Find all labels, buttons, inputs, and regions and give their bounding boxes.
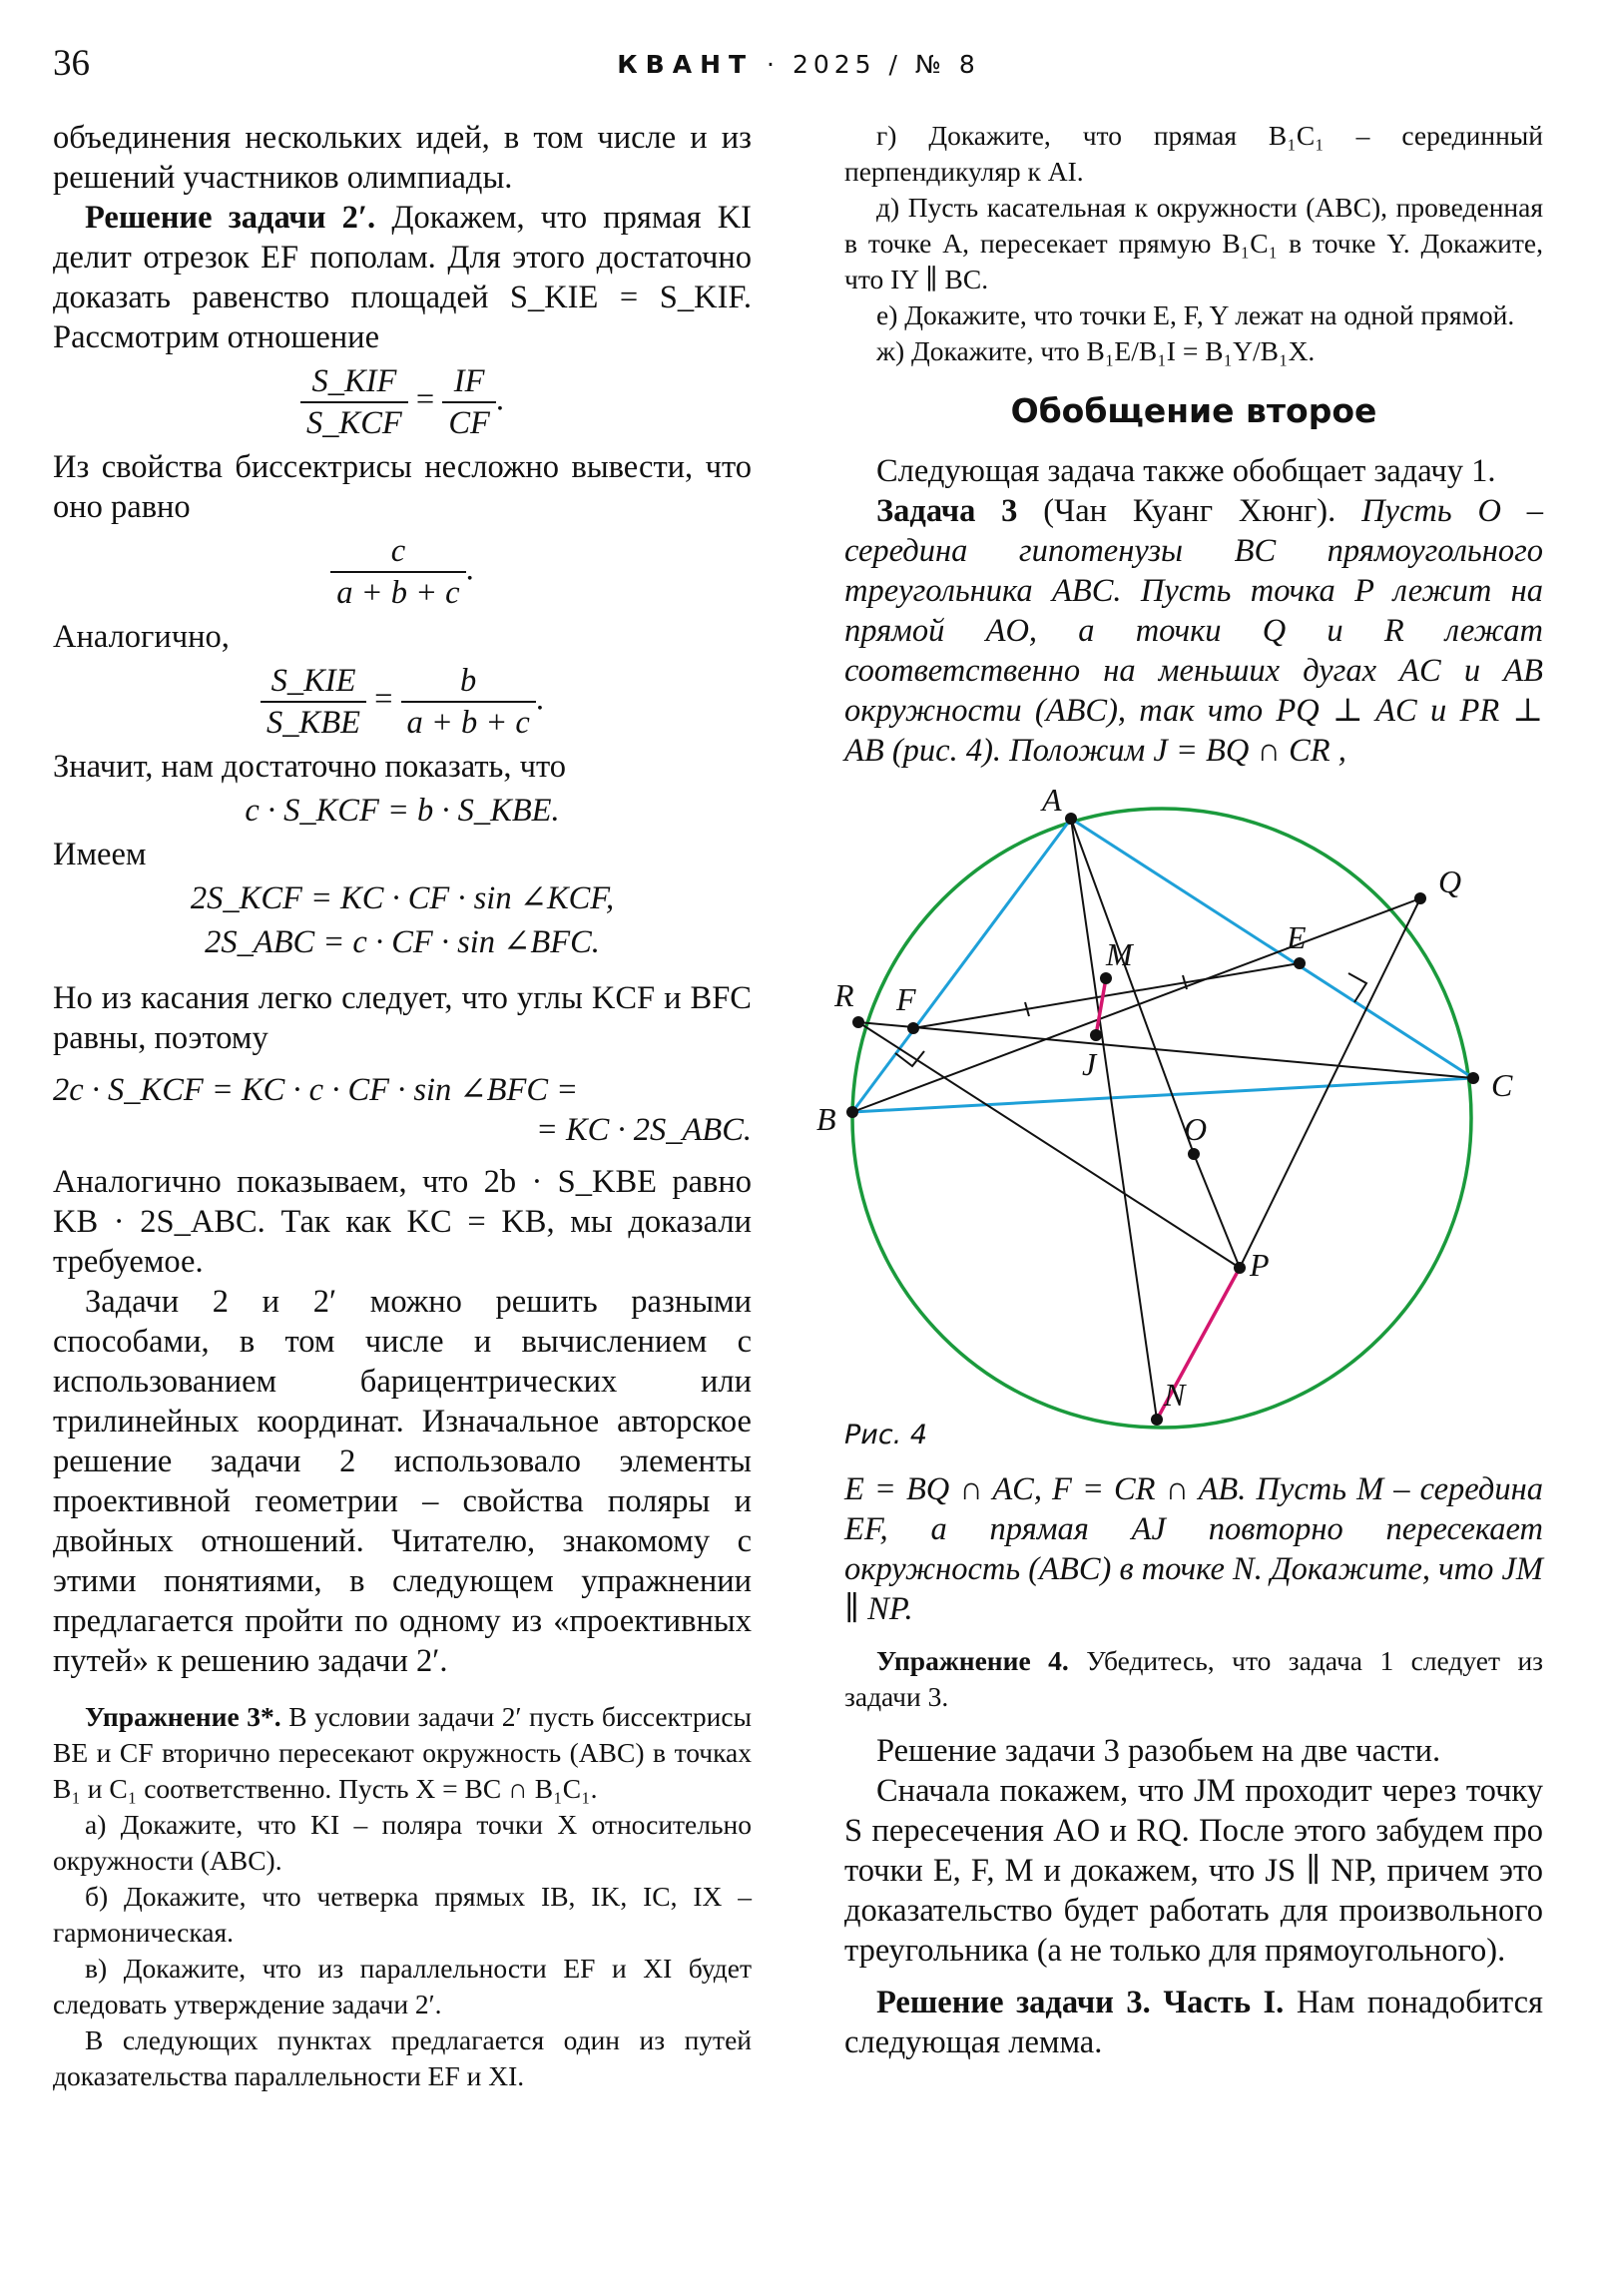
task-3-author: (Чан Куанг Хюнг). [1043,493,1336,529]
point-J [1090,1029,1102,1041]
segment-BC [852,1078,1473,1112]
eq2-numerator: c [330,531,465,573]
label-N: N [1164,1377,1186,1413]
paragraph-next-task: Следующая задача также обобщает задачу 1. [876,453,1496,489]
segment-AB [852,819,1071,1112]
point-O [1188,1148,1200,1160]
equation-7b: = KC · 2S_ABC. [535,1112,752,1148]
equation-5: 2S_KCF = KC · CF · sin ∠KCF, [190,880,615,916]
point-A [1065,813,1077,825]
figure-4 [816,771,1543,1413]
exercise-3-a: а) Докажите, что KI – поляра точки X относительно окружности (ABC). [53,1809,752,1876]
segment-AO [1071,819,1194,1154]
eq3-numerator: S_KIE [261,661,366,703]
paragraph-bisector: Из свойства биссектрисы несложно вывести, что оно равно [53,449,752,525]
label-M: M [1106,936,1133,972]
solution-2-title: Решение задачи 2′. [85,200,376,236]
exercise-3-e: е) Докажите, что точки E, F, Y лежат на одной прямой. [876,299,1515,330]
eq1-rhs-numerator: IF [442,361,496,403]
running-header: КВАНТ · 2025 / № 8 [617,50,980,79]
segment-RP [858,1022,1240,1268]
exercise-4-title: Упражнение 4. [876,1645,1069,1676]
point-R [852,1016,864,1028]
point-N [1151,1414,1163,1426]
right-column [816,118,1544,2062]
point-P [1234,1262,1246,1274]
journal-name: КВАНТ [617,50,755,79]
page-number: 36 [53,43,90,84]
label-A: A [1042,782,1062,818]
label-J: J [1082,1046,1097,1082]
paragraph-two-parts: Решение задачи 3 разобьем на две части. [876,1733,1441,1769]
eq2-denominator: a + b + c [336,575,460,611]
label-F: F [896,981,916,1017]
paragraph-similarly: Аналогично, [53,619,230,655]
task-3-continuation: E = BQ ∩ AC, F = CR ∩ AB. Пусть M – середина EF, а прямая AJ повторно пересекает окружность (ABC) в точке N. Докажите, что JM ∥ NP. [844,1471,1543,1627]
exercise-3-title: Упражнение 3*. [85,1701,281,1732]
paragraph-first-show: Сначала покажем, что JM проходит через точку S пересечения AO и RQ. После этого забудем про точки E, F, M и докажем, что JS ∥ NP, причем это доказательство будет работать для произвольного треугольника (а не только для прямоугольного). [844,1773,1543,1969]
exercise-4 [844,1643,1543,1715]
point-F [907,1022,919,1034]
label-B: B [816,1101,836,1137]
solution-3-paragraph [844,1983,1543,2062]
paragraph-methods: Задачи 2 и 2′ можно решить разными способами, в том числе и вычислением с использованием барицентрических или трилинейных координат. Изначальное авторское решение задачи 2 использовало элементы проективной геометрии – свойства поляры и двойных отношений. Читателю, знакомому с этими понятиями, в следующем упражнении предлагается пройти по одному из «проективных путей» к решению задачи 2′. [53,1284,752,1679]
equation-7a: 2c · S_KCF = KC · c · CF · sin ∠BFC = [53,1072,579,1108]
eq1-numerator: S_KIF [300,361,408,403]
section-heading: Обобщение второе [1010,391,1377,430]
segment-OP [1194,1154,1240,1268]
exercise-3-text: В условии задачи 2′ пусть биссектрисы BE и CF вторично пересекают окружность (ABC) в точках B₁ и C₁ соответственно. Пусть X = BC ∩ B₁C₁. [53,1701,753,1804]
equation-6: 2S_ABC = c · CF · sin ∠BFC. [205,924,600,960]
solution-3-text: Нам понадобится следующая лемма. [844,1985,1544,2060]
left-column [53,118,752,2094]
exercise-3 [53,1699,752,2094]
solution-3-title: Решение задачи 3. Часть I. [876,1985,1285,2020]
segment-CR [858,1022,1473,1078]
label-E: E [1287,919,1307,955]
solution-2-text: Докажем, что прямая KI делит отрезок EF пополам. Для этого достаточно доказать равенство площадей S_KIE = S_KIF. Рассмотрим отношение [53,200,753,355]
exercise-3-cont [844,118,1543,369]
exercise-3-b: б) Докажите, что четверка прямых IB, IK, IC, IX – гармоническая. [53,1881,752,1948]
figure-caption: Рис. 4 [844,1420,928,1450]
intro-paragraph: объединения нескольких идей, в том числе и из решений участников олимпиады. [53,120,752,196]
task-3-text: Пусть O – середина гипотенузы BC прямоугольного треугольника ABC. Пусть точка P лежит на прямой AO, а точки Q и R лежат соответственно на меньших дугах AC и AB окружности (ABC), так что PQ ⊥ AC и PR ⊥ AB (рис. 4). Положим J = BQ ∩ CR , [844,493,1544,769]
circumcircle [852,809,1471,1428]
point-E [1294,957,1306,969]
paragraph-similarly-2: Аналогично показываем, что 2b · S_KBE равно KB · 2S_ABC. Так как KC = KB, мы доказали требуемое. [53,1164,752,1280]
right-angle-mark-R [895,1051,924,1066]
eq3-rhs-denominator: a + b + c [406,705,530,741]
highlighted-segments [1096,978,1240,1420]
eq1-denominator: S_KCF [306,405,402,441]
paragraph-tangency: Но из касания легко следует, что углы KCF и BFC равны, поэтому [53,980,752,1056]
label-R: R [834,977,854,1013]
equation-2: $\frac{c}{a + b + c}$ . [53,531,752,613]
point-Q [1414,892,1426,904]
exercise-4-paragraph [844,1643,1543,1715]
equation-4: c · S_KCF = b · S_KBE. [245,793,560,829]
label-P: P [1250,1247,1270,1283]
exercise-3-d: д) Пусть касательная к окружности (ABC), проведенная в точке A, пересекает прямую B₁C₁ в точке Y. Докажите, что IY ∥ BC. [844,192,1543,294]
task-3-title: Задача 3 [876,493,1018,529]
label-Q: Q [1438,863,1462,899]
eq3-denominator: S_KBE [266,705,360,741]
paragraph-have: Имеем [53,837,147,872]
equation-3: $\frac{\text{S\_KIE}}{\text{S\_KBE}}$ = $\frac{b}{a + b + c}$ . [53,661,752,743]
point-B [846,1106,858,1118]
label-O: O [1184,1111,1208,1147]
issue-number: 2025 / № 8 [792,50,980,79]
eq1-rhs-denominator: CF [448,405,490,441]
exercise-3-zh: ж) Докажите, что B₁E/B₁I = B₁Y/B₁X. [876,335,1316,366]
exercise-3-g: г) Докажите, что прямая B₁C₁ – серединный перпендикуляр к AI. [844,120,1543,187]
segment-BQ [852,898,1420,1112]
exercise-3-intro [53,1699,752,1807]
exercise-3-c: в) Докажите, что из параллельности EF и XI будет следовать утверждение задачи 2′. [53,1953,752,2019]
paragraph-therefore: Значит, нам достаточно показать, что [53,749,566,785]
segment-AN [1071,819,1157,1420]
point-M [1100,972,1112,984]
solution-2-paragraph [53,198,752,357]
task-3-statement [844,491,1543,771]
equation-1: $\frac{\text{S\_KIF}}{\text{S\_KCF}}$ = $\frac{IF}{CF}$ . [53,361,752,443]
label-C: C [1491,1067,1513,1103]
point-C [1467,1072,1479,1084]
exercise-4-text: Убедитесь, что задача 1 следует из задачи 3. [844,1645,1544,1712]
exercise-3-next: В следующих пунктах предлагается один из путей доказательства параллельности EF и XI. [53,2024,752,2091]
construction-lines [852,819,1473,1420]
eq3-rhs-numerator: b [401,661,536,703]
